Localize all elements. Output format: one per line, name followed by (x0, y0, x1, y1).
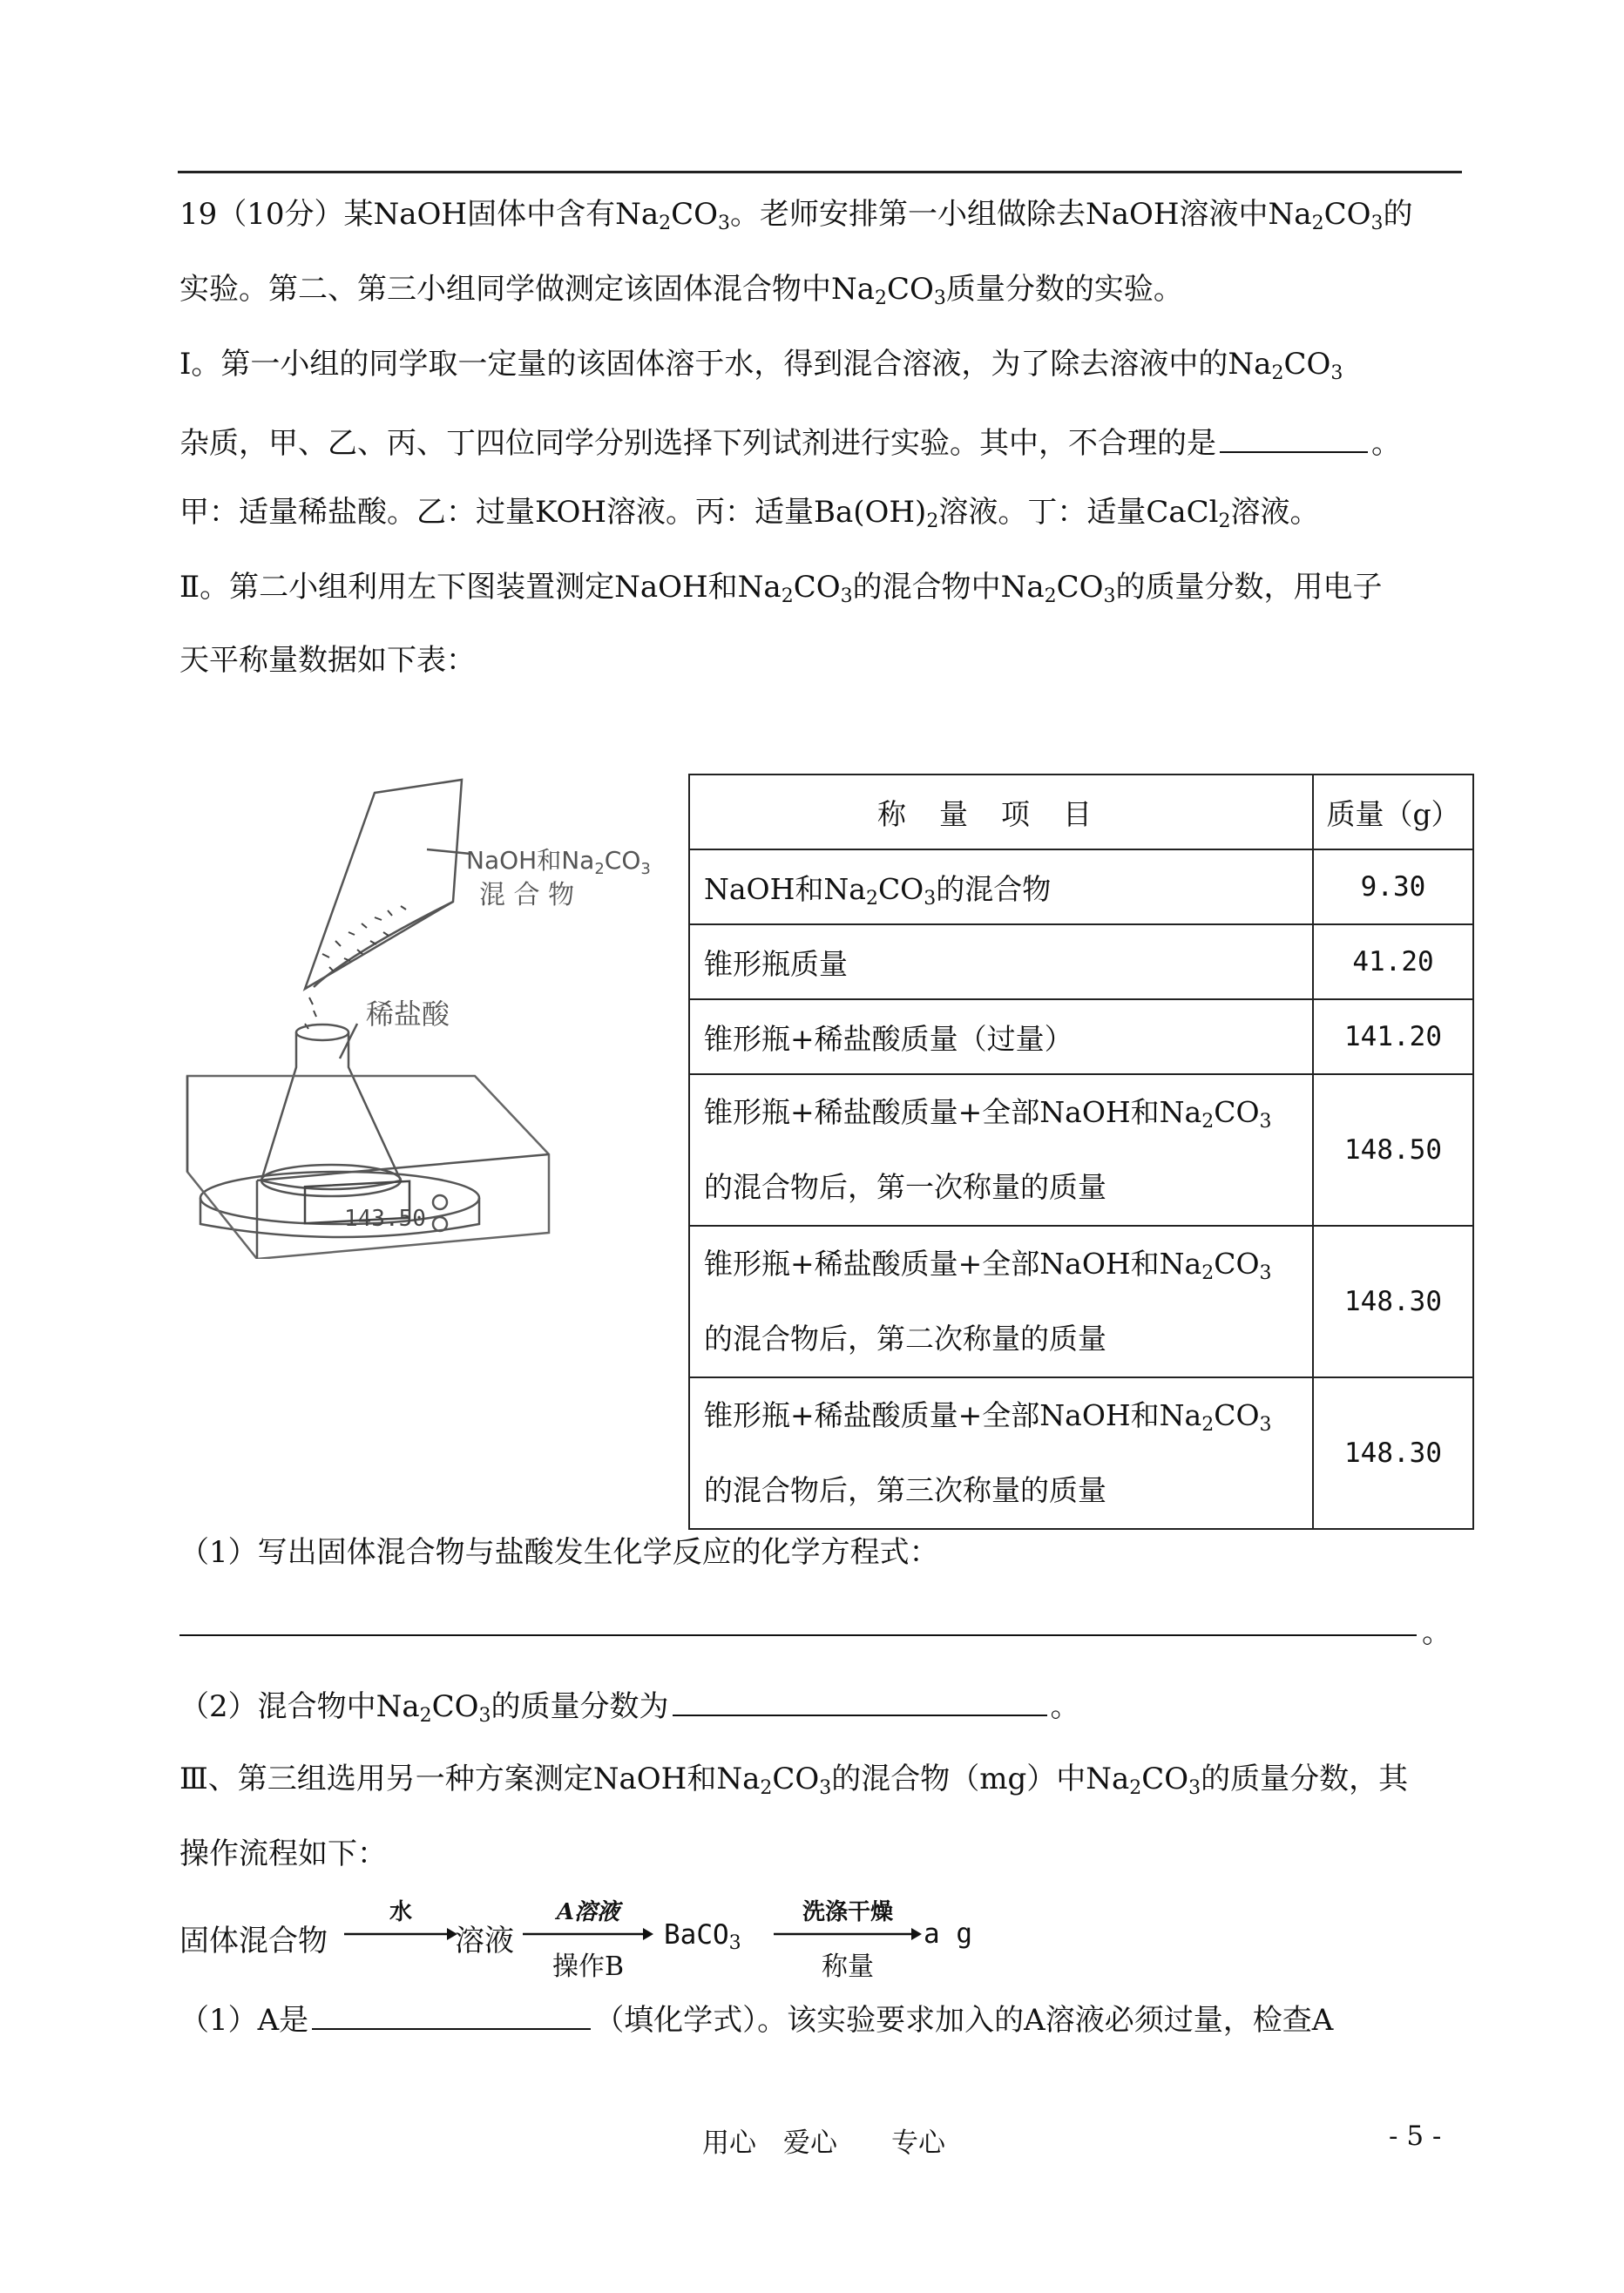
table-row (689, 924, 1473, 999)
flow-step-result: a g (924, 1918, 972, 1950)
figure-label-mixture-2: 混 合 物 (479, 880, 575, 910)
table-row (689, 1074, 1473, 1226)
row-item: 锥形瓶+稀盐酸质量+全部NaOH和$Na_2CO_3$ 的混合物后，第三次称量的质量 (689, 1377, 1313, 1529)
part2-line-1: Ⅱ。第二小组利用左下图装置测定NaOH和$Na_2CO_3$的混合物中$Na_2CO_3$的质量分数，用电子 (179, 570, 1383, 607)
part2-q1: （1）写出固体混合物与盐酸发生化学反应的化学方程式： (179, 1535, 939, 1570)
flow-arrow2-label-top: A溶液 (556, 1899, 620, 1925)
row-item: NaOH和$Na_2CO_3$的混合物 (689, 849, 1313, 924)
answer-blank-mass-fraction[interactable] (673, 1685, 1047, 1716)
flow-arrow-3 (774, 1925, 922, 1943)
flow-arrow3-label-bottom: 称量 (822, 1951, 874, 1982)
table-row (689, 1377, 1473, 1529)
operation-flow (0, 1892, 1624, 1988)
flow-arrow2-label-bottom: 操作B (551, 1951, 625, 1982)
row-item: 锥形瓶+稀盐酸质量+全部NaOH和$Na_2CO_3$ 的混合物后，第二次称量的质量 (689, 1226, 1313, 1377)
answer-blank-unreasonable[interactable] (1220, 422, 1368, 453)
header-item: 称量项目 (689, 774, 1313, 849)
flow-arrow-2 (523, 1925, 653, 1943)
part3-q1: （1）A是 （填化学式）。该实验要求加入的A溶液必须过量，检查A (179, 1999, 1333, 2038)
row-mass: 148.30 (1313, 1226, 1473, 1377)
flow-step-baco3: BaCO$_3$ (664, 1919, 741, 1954)
figure-label-mixture-1: NaOH和$Na_2CO_3$ (466, 846, 651, 878)
answer-blank-reagent-a[interactable] (312, 1999, 591, 2030)
row-mass: 148.30 (1313, 1377, 1473, 1529)
row-item: 锥形瓶+稀盐酸质量+全部NaOH和$Na_2CO_3$ 的混合物后，第一次称量的质量 (689, 1074, 1313, 1226)
flow-step-solution: 溶液 (455, 1924, 514, 1958)
flow-arrow-1 (344, 1925, 457, 1943)
flow-arrow1-label: 水 (389, 1899, 412, 1925)
balance-display-reading: 143.50 (344, 1206, 426, 1232)
weighing-data-table (688, 774, 1474, 1530)
part1-line-3: 甲：适量稀盐酸。乙：过量KOH溶液。丙：适量$Ba(OH)_2$溶液。丁：适量CaCl$_2$溶液。 (179, 495, 1320, 532)
table-row (689, 999, 1473, 1074)
part2-line-2: 天平称量数据如下表： (179, 643, 476, 678)
q19-line-1: 19（10分）某NaOH固体中含有$Na_2CO_3$。老师安排第一小组做除去NaOH溶液中$Na_2CO_3$的 (179, 197, 1413, 234)
part1-line-1: Ⅰ。第一小组的同学取一定量的该固体溶于水，得到混合溶液，为了除去溶液中的$Na_2CO_3$ (179, 347, 1343, 384)
row-item: 锥形瓶质量 (689, 924, 1313, 999)
figure-label-acid: 稀盐酸 (366, 998, 450, 1031)
flow-step-solid-mixture: 固体混合物 (179, 1924, 328, 1958)
answer-line-equation[interactable] (179, 1634, 1417, 1636)
footer-motto: 用心 爱心 专心 (702, 2127, 945, 2159)
table-row (689, 1226, 1473, 1377)
page-number: - 5 - (1389, 2121, 1442, 2152)
equation-end-mark: 。 (1422, 1615, 1451, 1650)
apparatus-figure (174, 771, 662, 1259)
row-mass: 9.30 (1313, 849, 1473, 924)
table-header-row (689, 774, 1473, 849)
row-mass: 41.20 (1313, 924, 1473, 999)
part3-line-1: Ⅲ、第三组选用另一种方案测定NaOH和$Na_2CO_3$的混合物（mg）中$Na_2CO_3$的质量分数，其 (179, 1762, 1409, 1799)
header-rule (178, 171, 1462, 173)
table-row (689, 849, 1473, 924)
row-item: 锥形瓶+稀盐酸质量（过量） (689, 999, 1313, 1074)
q19-line-2: 实验。第二、第三小组同学做测定该固体混合物中$Na_2CO_3$质量分数的实验。 (179, 272, 1183, 309)
header-mass: 质量（g） (1313, 774, 1473, 849)
row-mass: 148.50 (1313, 1074, 1473, 1226)
balance-flask-illustration (174, 771, 662, 1259)
part2-q2: （2）混合物中$Na_2CO_3$的质量分数为 。 (179, 1685, 1080, 1724)
row-mass: 141.20 (1313, 999, 1473, 1074)
part1-line-2: 杂质，甲、乙、丙、丁四位同学分别选择下列试剂进行实验。其中，不合理的是 。 (179, 422, 1401, 461)
part3-line-2: 操作流程如下： (179, 1836, 387, 1871)
flow-arrow3-label-top: 洗涤干燥 (802, 1899, 893, 1925)
